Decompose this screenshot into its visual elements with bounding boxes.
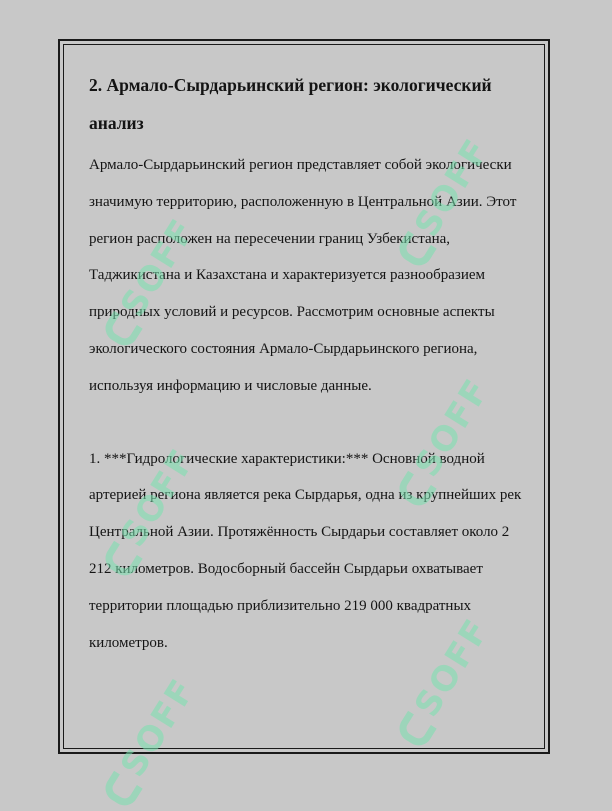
watermark-logo-icon [100,770,143,810]
watermark-right-upper: SOFF [390,131,498,271]
paragraph-intro: Армало-Сырдарьинский регион представляет собой экологически значимую территорию, расположенную в Центральной Азии. Этот регион расположен на пересечении границ Узбекистана, Таджикистана и Казахстана и характеризуется разнообразием природных условий и ресурсов. Рассмотрим основные аспекты экологического состояния Армало-Сырдарьинского региона, используя информацию и числовые данные. [89,157,517,394]
document-body [89,66,529,661]
watermark-left-middle: SOFF [96,441,204,581]
paragraph-hydrology: 1. ***Гидрологические характеристики:*** Основной водной артерией региона является река Сырдарья, одна из крупнейших рек Центральной Азии. Протяжённость Сырдарьи составляет около 2 212 километров. Водосборный бассейн Сырдарьи охватывает территории площадью приблизительно 219 000 квадратных километров. [89,450,522,651]
watermark-right-lower: SOFF [390,611,498,751]
watermark-left-upper: SOFF [96,211,204,351]
paragraph-spacer [89,405,529,441]
watermark-left-lower: SOFF [96,671,204,811]
section-heading: 2. Армало-Сырдарьинский регион: экологический анализ [89,75,492,133]
watermark-right-middle: SOFF [390,371,498,511]
